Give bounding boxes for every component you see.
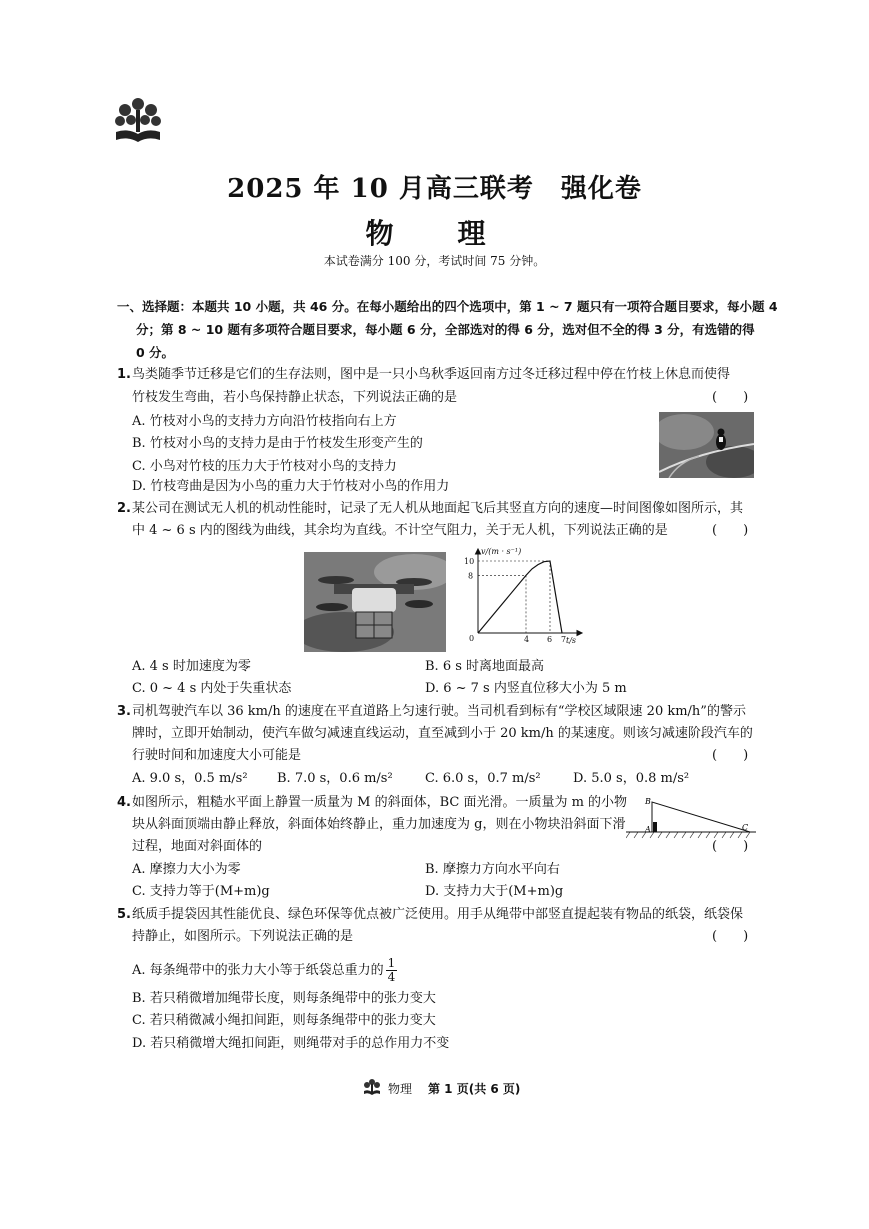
q4-stem-line1: 如图所示，粗糙水平面上静置一质量为 M 的斜面体，BC 面光滑。一质量为 m 的小物 bbox=[132, 795, 628, 810]
q3-option-c: C. 6.0 s，0.7 m/s² bbox=[425, 771, 541, 786]
fraction bbox=[386, 957, 398, 984]
footer-subject: 物理 bbox=[388, 1082, 413, 1096]
q5-option-a bbox=[132, 956, 397, 986]
question-number: 1. bbox=[117, 367, 131, 382]
fraction-denominator: 4 bbox=[387, 970, 396, 984]
q2-option-b: B. 6 s 时离地面最高 bbox=[425, 659, 545, 674]
q3-option-b: B. 7.0 s，0.6 m/s² bbox=[277, 771, 393, 786]
tree-book-logo bbox=[112, 96, 164, 146]
q2-stem-line1: 某公司在测试无人机的机动性能时，记录了无人机从地面起飞后其竖直方向的速度—时间图像如图所示，其 bbox=[132, 501, 744, 516]
q4-option-d: D. 支持力大于(M+m)g bbox=[425, 884, 564, 899]
section-instructions-line2: 分；第 8 ~ 10 题有多项符合题目要求，每小题 6 分，全部选对的得 6 分，选对但不全的得 3 分，有选错的得 bbox=[136, 322, 755, 337]
q4-stem-line2: 块从斜面顶端由静止释放，斜面体始终静止，重力加速度为 g，则在小物块沿斜面下滑 bbox=[132, 817, 626, 832]
q3-stem-line2: 牌时，立即开始制动，使汽车做匀减速直线运动，直至减到小于 20 km/h 的某速度。则该匀减速阶段汽车的 bbox=[132, 726, 753, 741]
velocity-series-line bbox=[478, 561, 562, 633]
y-tick-label: 10 bbox=[464, 557, 475, 566]
q1-stem-line2: 竹枝发生弯曲，若小鸟保持静止状态，下列说法正确的是 bbox=[132, 390, 458, 405]
x-tick-label: 4 bbox=[524, 635, 530, 644]
point-label-a: A bbox=[645, 825, 651, 834]
answer-bracket: ( ) bbox=[712, 390, 749, 405]
point-label-b: B bbox=[645, 797, 651, 806]
q5-stem-line2: 持静止，如图所示。下列说法正确的是 bbox=[132, 929, 354, 944]
exam-note: 本试卷满分 100 分，考试时间 75 分钟。 bbox=[323, 254, 546, 268]
q5-option-a-text: A. 每条绳带中的张力大小等于纸袋总重力的 bbox=[132, 963, 384, 978]
x-axis-label: t/s bbox=[566, 636, 577, 645]
q5-option-b: B. 若只稍微增加绳带长度，则每条绳带中的张力变大 bbox=[132, 991, 436, 1006]
origin-label: 0 bbox=[469, 634, 475, 643]
answer-bracket: ( ) bbox=[712, 929, 749, 944]
q4-option-c: C. 支持力等于(M+m)g bbox=[132, 884, 270, 899]
bird-on-bamboo-photo bbox=[659, 412, 754, 478]
question-number: 4. bbox=[117, 795, 131, 810]
q4-option-b: B. 摩擦力方向水平向右 bbox=[425, 862, 560, 877]
fraction-numerator: 1 bbox=[387, 956, 396, 970]
x-tick-label: 7 bbox=[561, 635, 567, 644]
q1-option-a: A. 竹枝对小鸟的支持力方向沿竹枝指向右上方 bbox=[132, 414, 397, 429]
velocity-time-chart bbox=[460, 545, 590, 645]
q1-option-b: B. 竹枝对小鸟的支持力是由于竹枝发生形变产生的 bbox=[132, 436, 423, 451]
q3-stem-line1: 司机驾驶汽车以 36 km/h 的速度在平直道路上匀速行驶。当司机看到标有“学校区域限速 20 km/h”的警示 bbox=[132, 704, 746, 719]
y-axis-label: v/(m · s⁻¹) bbox=[481, 547, 522, 556]
q1-option-d: D. 竹枝弯曲是因为小鸟的重力大于竹枝对小鸟的作用力 bbox=[132, 479, 450, 494]
answer-bracket: ( ) bbox=[712, 523, 749, 538]
x-tick-label: 6 bbox=[547, 635, 553, 644]
question-number: 3. bbox=[117, 704, 131, 719]
question-number: 5. bbox=[117, 907, 131, 922]
q2-stem-line2: 中 4 ~ 6 s 内的图线为曲线，其余均为直线。不计空气阻力，关于无人机，下列说法正确的是 bbox=[132, 523, 668, 538]
q2-option-c: C. 0 ~ 4 s 内处于失重状态 bbox=[132, 681, 292, 696]
answer-bracket: ( ) bbox=[712, 839, 749, 854]
q5-stem-line1: 纸质手提袋因其性能优良、绿色环保等优点被广泛使用。用手从绳带中部竖直提起装有物品的纸袋，纸袋保 bbox=[132, 907, 744, 922]
q3-option-d: D. 5.0 s，0.8 m/s² bbox=[573, 771, 690, 786]
section-instructions-line3: 0 分。 bbox=[136, 345, 175, 360]
section-instructions-line1: 一、选择题：本题共 10 小题，共 46 分。在每小题给出的四个选项中，第 1 ~ 7 题只有一项符合题目要求，每小题 4 bbox=[117, 299, 778, 314]
answer-bracket: ( ) bbox=[712, 748, 749, 763]
q1-option-c: C. 小鸟对竹枝的压力大于竹枝对小鸟的支持力 bbox=[132, 459, 397, 474]
q4-stem-line3: 过程，地面对斜面体的 bbox=[132, 839, 263, 854]
incline-diagram bbox=[626, 792, 756, 840]
q5-option-d: D. 若只稍微增大绳扣间距，则绳带对手的总作用力不变 bbox=[132, 1036, 450, 1051]
q3-option-a: A. 9.0 s，0.5 m/s² bbox=[132, 771, 248, 786]
footer-page-number: 第 1 页(共 6 页) bbox=[428, 1082, 521, 1096]
q1-stem-line1: 鸟类随季节迁移是它们的生存法则，图中是一只小鸟秋季返回南方过冬迁移过程中停在竹枝上休息而使得 bbox=[132, 367, 731, 382]
footer-logo-icon bbox=[362, 1078, 382, 1096]
subject-title: 物 理 bbox=[365, 217, 504, 250]
q5-option-c: C. 若只稍微减小绳扣间距，则每条绳带中的张力变大 bbox=[132, 1013, 436, 1028]
q3-stem-line3: 行驶时间和加速度大小可能是 bbox=[132, 748, 302, 763]
exam-title: 2025 年 10 月高三联考 强化卷 bbox=[227, 174, 642, 204]
drone-photo bbox=[304, 552, 446, 652]
point-label-c: C bbox=[742, 823, 749, 832]
q2-option-a: A. 4 s 时加速度为零 bbox=[132, 659, 251, 674]
q2-option-d: D. 6 ~ 7 s 内竖直位移大小为 5 m bbox=[425, 681, 627, 696]
q4-option-a: A. 摩擦力大小为零 bbox=[132, 862, 241, 877]
question-number: 2. bbox=[117, 501, 131, 516]
y-tick-label: 8 bbox=[468, 571, 474, 581]
